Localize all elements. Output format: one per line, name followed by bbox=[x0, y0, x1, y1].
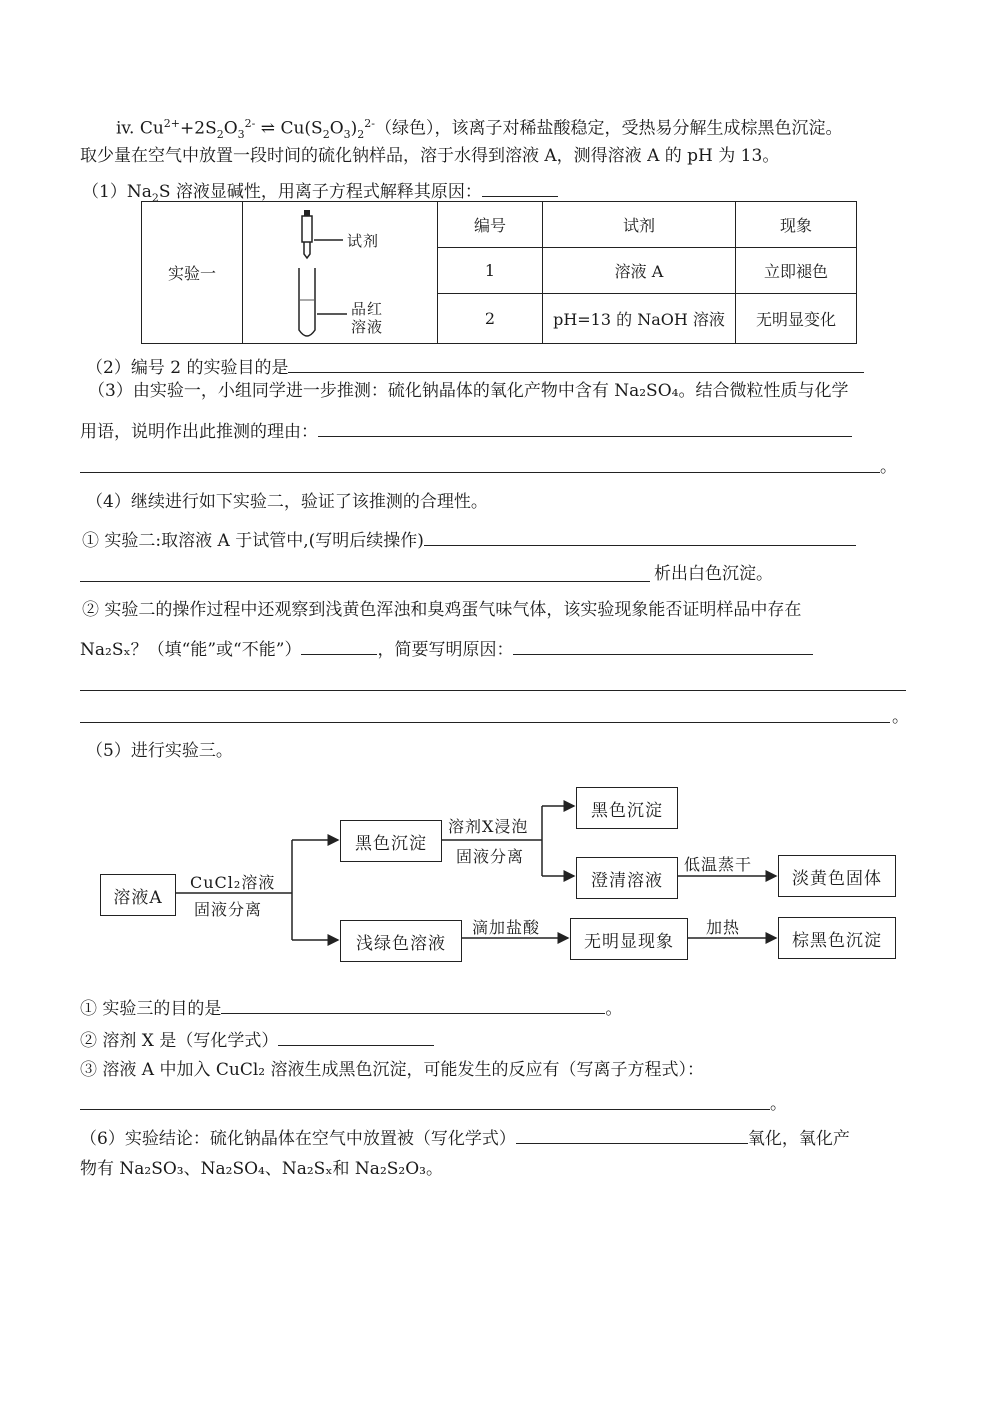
table-cell: 1 bbox=[438, 248, 543, 294]
question-1: $(1)Na_2S$ 溶液显碱性，用离子方程式解释其原因： bbox=[82, 178, 558, 209]
experiment-label: 实验一 bbox=[142, 202, 243, 344]
period-4: 。 bbox=[892, 707, 909, 727]
question-4-part-1-end: 析出白色沉淀。 bbox=[654, 564, 773, 584]
table-header-phenomenon: 现象 bbox=[736, 202, 857, 248]
answer-blank-5c[interactable] bbox=[80, 1109, 770, 1110]
flow-box-no-change: 无明显现象 bbox=[570, 918, 688, 960]
question-2: （2）编号 2 的实验目的是 bbox=[86, 354, 864, 379]
flow-box-black-precipitate-2: 黑色沉淀 bbox=[576, 787, 678, 829]
question-4-intro: （4）继续进行如下实验二，验证了该推测的合理性。 bbox=[86, 492, 488, 512]
flow-box-pale-green-solution: 浅绿色溶液 bbox=[340, 920, 462, 962]
table-cell: pH=13 的 NaOH 溶液 bbox=[543, 294, 736, 344]
flow-box-black-precipitate: 黑色沉淀 bbox=[340, 820, 442, 862]
flow-label-add-hcl: 滴加盐酸 bbox=[472, 918, 541, 937]
question-3-line-2: 用语，说明作出此推测的理由： bbox=[80, 418, 852, 443]
table-header-reagent: 试剂 bbox=[543, 202, 736, 248]
question-4-part-2-line-2: Na₂Sₓ？（填“能”或“不能”） ，简要写明原因： bbox=[80, 636, 813, 661]
table-header-number: 编号 bbox=[438, 202, 543, 248]
table-cell: 无明显变化 bbox=[736, 294, 857, 344]
equilibrium-arrow: ⇌ bbox=[260, 118, 276, 139]
question-6-line-2: 物有 Na₂SO₃、Na₂SO₄、Na₂Sₓ和 Na₂S₂O₃。 bbox=[80, 1159, 443, 1179]
solution-label-2: 溶液 bbox=[351, 318, 384, 336]
question-4-part-2-line-1: ② 实验二的操作过程中还观察到浅黄色浑浊和臭鸡蛋气味气体，该实验现象能否证明样品中存在 bbox=[82, 600, 802, 620]
period-3: 。 bbox=[880, 457, 897, 477]
question-5-part-2: ② 溶剂 X 是（写化学式） bbox=[80, 1027, 434, 1052]
table-cell: 溶液 A bbox=[543, 248, 736, 294]
table-cell: 立即褪色 bbox=[736, 248, 857, 294]
period-5: 。 bbox=[770, 1094, 787, 1114]
intro-line-2: 取少量在空气中放置一段时间的硫化钠样品，溶于水得到溶液 A，测得溶液 A 的 pH 为 13。 bbox=[80, 146, 780, 166]
flow-label-cucl2: CuCl₂溶液 bbox=[190, 873, 276, 892]
answer-blank-6[interactable] bbox=[516, 1125, 748, 1144]
question-5-intro: （5）进行实验三。 bbox=[86, 741, 233, 761]
question-4-part-1: ① 实验二:取溶液 A 于试管中,(写明后续操作) bbox=[82, 527, 856, 552]
flow-box-solution-a: 溶液A bbox=[100, 874, 176, 916]
flow-label-separation-2: 固液分离 bbox=[456, 847, 525, 866]
flow-box-pale-yellow-solid: 淡黄色固体 bbox=[778, 855, 896, 897]
question-3-line-1: （3）由实验一，小组同学进一步推测：硫化钠晶体的氧化产物中含有 Na₂SO₄。结合微粒性质与化学 bbox=[88, 381, 849, 401]
table-cell: 2 bbox=[438, 294, 543, 344]
answer-blank-5a[interactable] bbox=[221, 995, 605, 1014]
reagent-label: 试剂 bbox=[347, 232, 380, 250]
flow-box-clear-solution: 澄清溶液 bbox=[576, 857, 678, 899]
question-5-part-1: ① 实验三的目的是 。 bbox=[80, 995, 622, 1020]
flow-label-solvent-x: 溶剂X浸泡 bbox=[448, 817, 529, 836]
answer-blank-5b[interactable] bbox=[278, 1027, 434, 1046]
flow-box-brown-black-precipitate: 棕黑色沉淀 bbox=[778, 917, 896, 959]
flow-label-separation-1: 固液分离 bbox=[194, 900, 263, 919]
flow-label-heat: 加热 bbox=[706, 918, 741, 937]
question-6-line-1: （6）实验结论：硫化钠晶体在空气中放置被（写化学式） 氧化，氧化产 bbox=[80, 1125, 850, 1150]
flow-label-low-temp-evaporation: 低温蒸干 bbox=[684, 855, 753, 874]
solution-label-1: 品红 bbox=[351, 300, 384, 318]
intro-line-1: iv. $Cu^{2+}+2S_2O_3^{2-}$ ⇌ $Cu(S_2O_3)_2^{2-}$（绿色），该离子对稀盐酸稳定，受热易分解生成棕黑色沉淀。 bbox=[116, 117, 843, 142]
question-5-part-3: ③ 溶液 A 中加入 CuCl₂ 溶液生成黑色沉淀，可能发生的反应有（写离子方程式）： bbox=[80, 1060, 705, 1080]
